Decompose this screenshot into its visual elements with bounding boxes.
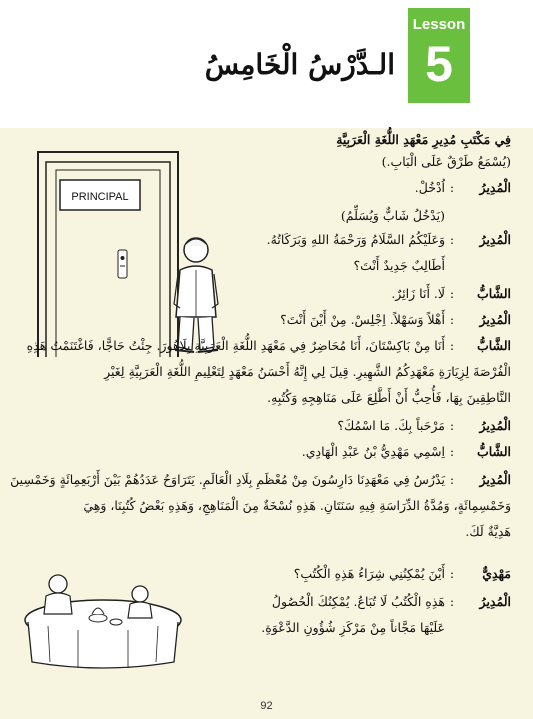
dialogue-text: أَهْلاً وَسَهْلاً. اِجْلِسْ. مِنْ أَيْنَ أَنْتَ؟ bbox=[280, 312, 445, 327]
speaker-name: الشَّابُّ bbox=[476, 286, 511, 301]
dialogue-text: اِسْمِي مَهْدِيُّ بْنُ عَبْدِ الْهَادِي. bbox=[301, 444, 445, 459]
dialogue-continuation: هَدِيَّةٌ لَكَ. bbox=[465, 524, 511, 539]
speaker-name: الْمُدِيرُ bbox=[479, 312, 511, 327]
speaker-name: الْمُدِيرُ bbox=[479, 180, 511, 195]
dialogue-text: لَا. أَنَا زَائِرٌ. bbox=[391, 286, 445, 301]
dialogue-text: وَعَلَيْكُمُ السَّلَامُ وَرَحْمَةُ اللهِ وَبَرَكَاتُهُ. bbox=[266, 232, 445, 247]
dialogue-continuation: النَّاطِقِينَ بِهَا، فَأُحِبُّ أَنْ أَطَّلِعَ عَلَى مَنَاهِجِهِ وَكُتُبِهِ. bbox=[267, 390, 511, 405]
door-sign-text: PRINCIPAL bbox=[71, 191, 129, 203]
page-number: 92 bbox=[260, 700, 273, 712]
speaker-name: الشَّابُّ bbox=[476, 444, 511, 459]
lesson-word: Lesson bbox=[412, 16, 466, 33]
dialogue-line: الشَّابُّ:اِسْمِي مَهْدِيُّ بْنُ عَبْدِ الْهَادِي. bbox=[301, 444, 511, 459]
dialogue-line: الشَّابُّ:أَنَا مِنْ بَاكِسْتَانَ، أَنَا مُحَاضِرٌ فِي مَعْهَدِ اللُّغَةِ الْعَرَبِيَّةِ بِلَاهُورَ. جِئْتُ حَاجًّا، فَاغْتَنَمْتُ هَذِهِ bbox=[26, 338, 511, 353]
table-illustration bbox=[18, 562, 188, 672]
scene-heading: فِي مَكْتَبِ مُدِيرِ مَعْهَدِ اللُّغَةِ الْعَرَبِيَّةِ bbox=[336, 132, 511, 147]
speaker-name: الْمُدِيرُ bbox=[479, 472, 511, 487]
dialogue-line: الْمُدِيرُ:اُدْخُلْ. bbox=[414, 180, 511, 195]
dialogue-line: الْمُدِيرُ:مَرْحَباً بِكَ. مَا اسْمُكَ؟ bbox=[337, 418, 511, 433]
dialogue-continuation: عَلَيْهَا مَجَّاناً مِنْ مَرْكَزِ شُؤُونِ الدَّعْوَةِ. bbox=[261, 620, 445, 635]
lesson-title: الـدَّرْسُ الْخَامِسُ bbox=[204, 48, 395, 81]
dialogue-text: هَذِهِ الْكُتُبُ لَا تُبَاعُ. يُمْكِنُكَ الْحُصُولُ bbox=[271, 594, 445, 609]
speaker-name: الشَّابُّ bbox=[476, 338, 511, 353]
dialogue-line: الْمُدِيرُ:وَعَلَيْكُمُ السَّلَامُ وَرَحْمَةُ اللهِ وَبَرَكَاتُهُ. bbox=[266, 232, 511, 247]
dialogue-text: أَنَا مِنْ بَاكِسْتَانَ، أَنَا مُحَاضِرٌ فِي مَعْهَدِ اللُّغَةِ الْعَرَبِيَّةِ بِلَاهُورَ. جِئْتُ حَاجًّا، فَاغْتَنَمْتُ هَذِهِ bbox=[26, 338, 445, 353]
dialogue-line: الشَّابُّ:لَا. أَنَا زَائِرٌ. bbox=[391, 286, 511, 301]
speaker-name: الْمُدِيرُ bbox=[479, 232, 511, 247]
dialogue-continuation: وَخَمْسِمِائَةٍ، وَمُدَّةُ الدِّرَاسَةِ فِيهِ سَنَتَانِ. هَذِهِ نُسْخَةٌ مِنَ الْمَنَاهِجِ، وَهَذِهِ بَعْضُ كُتُبِنَا، وَهِيَ bbox=[83, 498, 511, 513]
lesson-number: 5 bbox=[425, 36, 453, 92]
dialogue-line: الْمُدِيرُ:هَذِهِ الْكُتُبُ لَا تُبَاعُ. يُمْكِنُكَ الْحُصُولُ bbox=[271, 594, 511, 609]
dialogue-text: اُدْخُلْ. bbox=[414, 180, 445, 195]
stage-direction: (يَدْخُلُ شَابٌّ وَيُسَلِّمُ) bbox=[340, 208, 445, 223]
dialogue-line: الْمُدِيرُ:يَدْرُسُ فِي مَعْهَدِنَا دَارِسُونَ مِنْ مُعْظَمِ بِلَادِ الْعَالَمِ. يَتَرَاوَحُ عَدَدُهُمْ بَيْنَ أَرْبَعِمِائَةٍ وَخَمْسِينَ bbox=[10, 472, 511, 487]
door-illustration bbox=[28, 142, 258, 362]
speaker-name: الْمُدِيرُ bbox=[479, 594, 511, 609]
dialogue-continuation: أَطَالِبٌ جَدِيدٌ أَنْتَ؟ bbox=[353, 258, 445, 273]
speaker-name: الْمُدِيرُ bbox=[479, 418, 511, 433]
dialogue-line: الْمُدِيرُ:أَهْلاً وَسَهْلاً. اِجْلِسْ. مِنْ أَيْنَ أَنْتَ؟ bbox=[280, 312, 511, 327]
dialogue-text: يَدْرُسُ فِي مَعْهَدِنَا دَارِسُونَ مِنْ مُعْظَمِ بِلَادِ الْعَالَمِ. يَتَرَاوَحُ عَدَدُهُمْ بَيْنَ أَرْبَعِمِائَةٍ وَخَمْسِينَ bbox=[10, 472, 445, 487]
dialogue-continuation: الْفُرْصَةَ لِزِيَارَةِ مَعْهَدِكُمُ الشَّهِيرِ. قِيلَ لِي إِنَّهُ أَحْسَنُ مَعْهَدٍ لِتَعْلِيمِ اللُّغَةِ الْعَرَبِيَّةِ لِغَيْرِ bbox=[104, 364, 511, 379]
dialogue-text: مَرْحَباً بِكَ. مَا اسْمُكَ؟ bbox=[337, 418, 445, 433]
speaker-name: مَهْدِيٌّ bbox=[482, 566, 511, 581]
lesson-badge bbox=[408, 8, 470, 103]
stage-direction: (يُسْمَعُ طَرْقٌ عَلَى الْبَابِ.) bbox=[381, 154, 511, 169]
dialogue-text: أَيْنَ يُمْكِنُنِي شِرَاءُ هَذِهِ الْكُتُبِ؟ bbox=[293, 566, 445, 581]
dialogue-line: مَهْدِيٌّ:أَيْنَ يُمْكِنُنِي شِرَاءُ هَذِهِ الْكُتُبِ؟ bbox=[293, 566, 511, 581]
